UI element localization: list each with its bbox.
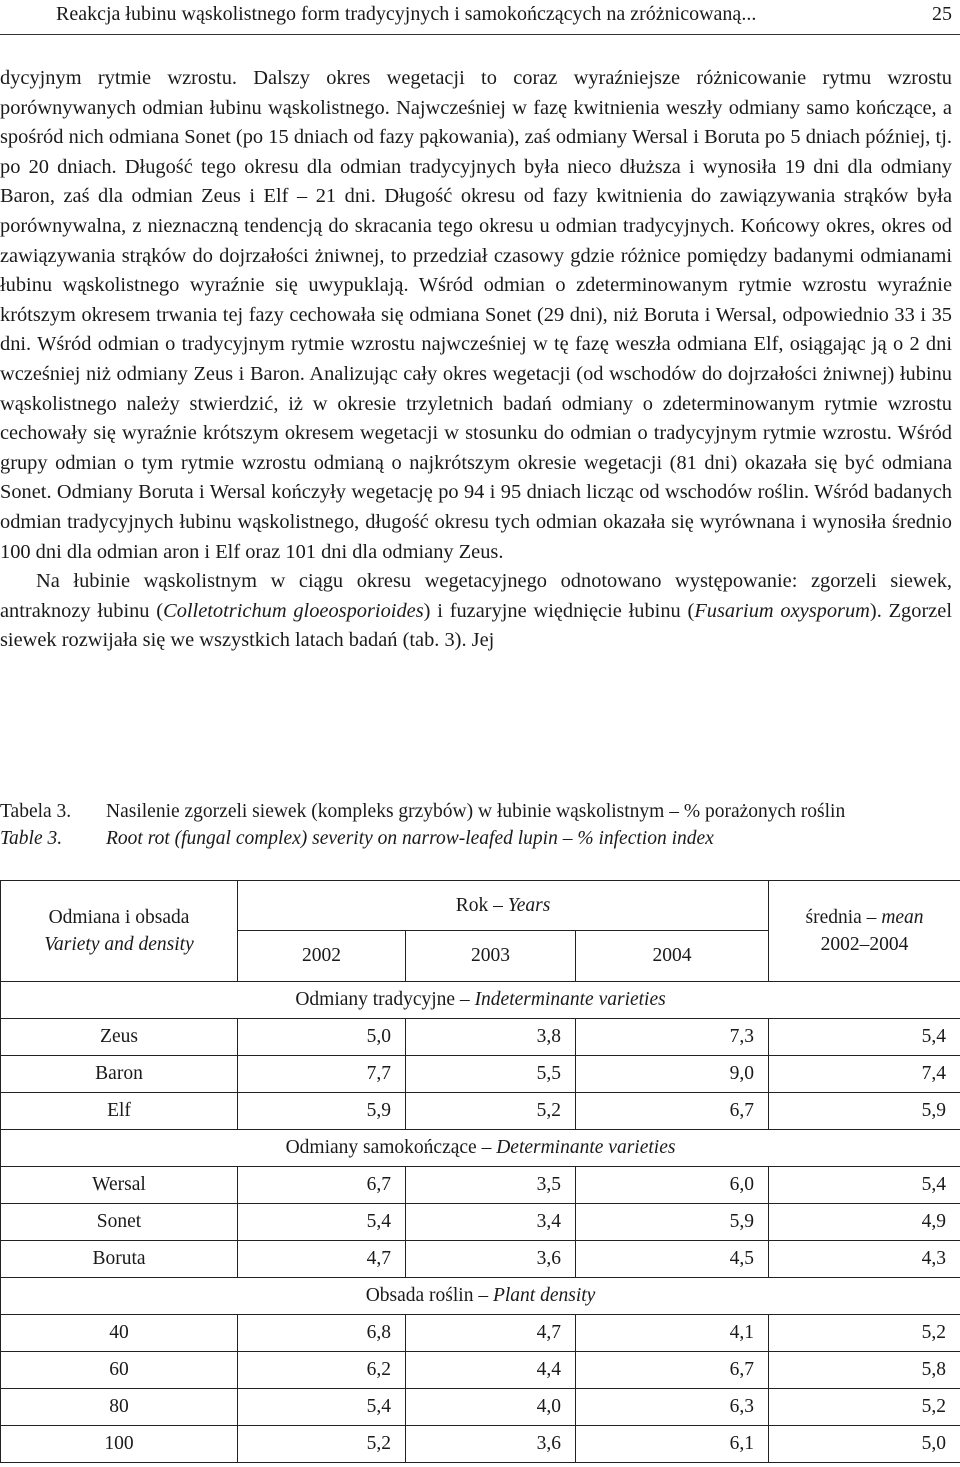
cell-2002: 5,0 (238, 1019, 406, 1056)
paragraph-2-part-c: ). Zgorzel siewek rozwijała się we wszystkich latach badań (tab. 3). Jej (0, 599, 952, 652)
cell-2002: 5,4 (238, 1389, 406, 1426)
header-year-en: Years (507, 894, 551, 916)
results-table (0, 880, 960, 1463)
cell-2002: 7,7 (238, 1056, 406, 1093)
row-label: Zeus (1, 1019, 238, 1056)
cell-2003: 4,7 (406, 1315, 576, 1352)
header-variety-en: Variety and density (44, 934, 194, 955)
caption-row-pl (0, 798, 960, 825)
paragraph-2-part-b: ) i fuzaryjne więdnięcie łubinu ( (423, 599, 695, 622)
cell-2003: 4,4 (406, 1352, 576, 1389)
table-row (1, 1352, 960, 1389)
cell-mean: 7,4 (769, 1056, 960, 1093)
cell-mean: 5,0 (769, 1426, 960, 1463)
running-title: Reakcja łubinu wąskolistnego form tradycyjnych i samokończących na zróżnicowaną... (56, 3, 757, 25)
header-year-2003: 2003 (406, 931, 576, 982)
header-mean-pl: średnia – (805, 907, 882, 928)
row-label: Baron (1, 1056, 238, 1093)
cell-2003: 3,6 (406, 1426, 576, 1463)
cell-2004: 6,3 (576, 1389, 769, 1426)
group-title-pl: Obsada roślin – (365, 1285, 493, 1306)
row-label: Wersal (1, 1167, 238, 1204)
group-title-pl: Odmiany samokończące – (285, 1137, 497, 1158)
cell-2004: 4,5 (576, 1241, 769, 1278)
group-title-en: Indeterminante varieties (474, 989, 666, 1010)
cell-2002: 5,2 (238, 1426, 406, 1463)
table-row (1, 1389, 960, 1426)
cell-2003: 5,2 (406, 1093, 576, 1130)
cell-2002: 5,9 (238, 1093, 406, 1130)
header-year-group (238, 881, 769, 931)
cell-2004: 7,3 (576, 1019, 769, 1056)
caption-label-pl: Tabela 3. (0, 801, 72, 822)
row-label: 60 (1, 1352, 238, 1389)
header-year-pl: Rok – (455, 894, 508, 916)
caption-label-en: Table 3. (0, 828, 63, 849)
paragraph-2-species-1: Colletotrichum gloeosporioides (163, 599, 424, 622)
table-row (1, 1167, 960, 1204)
cell-mean: 5,4 (769, 1019, 960, 1056)
row-label: 100 (1, 1426, 238, 1463)
cell-2002: 4,7 (238, 1241, 406, 1278)
group-title-en: Plant density (492, 1285, 596, 1306)
group-header (1, 1278, 960, 1315)
cell-2002: 6,2 (238, 1352, 406, 1389)
table-row (1, 1019, 960, 1056)
cell-2004: 6,0 (576, 1167, 769, 1204)
paragraph-1: dycyjnym rytmie wzrostu. Dalszy okres wegetacji to coraz wyraźniejsze różnicowanie rytmu wzrostu porównywanych odmian łubinu wąskolistnego. Najwcześniej w fazę kwitnienia weszły odmiany samo kończące, a spośród nich odmiana Sonet (po 15 dniach od fazy pąkowania), zaś odmiany Wersal i Boruta po 5 dniach później, tj. po 20 dniach. Długość tego okresu dla odmian tradycyjnych była nieco dłuższa i wynosiła 19 dni dla odmiany Baron, zaś dla odmian Zeus i Elf – 21 dni. Długość okresu od fazy kwitnienia do zawiązywania strąków była porównywalna, z nieznaczną tendencją do skracania tego okresu u odmian tradycyjnych. Końcowy okres, okres od zawiązywania strąków do dojrzałości żniwnej, to przedział czasowy gdzie różnice pomiędzy badanymi odmianami łubinu wąskolistnego wyraźnie się uwypuklają. Wśród odmian o zdeterminowanym rytmie wzrostu wyraźnie krótszym okresem trwania tej fazy cechowała się odmiana Sonet (29 dni), niż Boruta i Wersal, odpowiednio 33 i 35 dni. Wśród odmian o tradycyjnym rytmie wzrostu najwcześniej w tę fazę weszła odmiana Elf, osiągając ją o 2 dni wcześniej niż odmiany Zeus i Baron. Analizując cały okres wegetacji (od wschodów do dojrzałości żniwnej) łubinu wąskolistnego należy stwierdzić, iż w okresie trzyletnich badań odmiany o zdeterminowanym rytmie wzrostu cechowały się wyraźnie krótszym okresem wegetacji w stosunku do odmian o tradycyjnym rytmie wzrostu. Wśród grupy odmian o tym rytmie wzrostu odmianą o najkrótszym okresie wegetacji (81 dni) okazała się być odmiana Sonet. Odmiany Boruta i Wersal kończyły wegetację po 94 i 95 dniach licząc od wschodów roślin. Wśród badanych odmian tradycyjnych łubinu wąskolistnego, długość okresu tych odmian okazała się wyrównana i wynosiła średnio 100 dni dla odmian aron i Elf oraz 101 dni dla odmiany Zeus. (0, 67, 952, 563)
cell-mean: 5,4 (769, 1167, 960, 1204)
table-caption (0, 798, 960, 852)
cell-mean: 5,2 (769, 1389, 960, 1426)
group-title-pl: Odmiany tradycyjne – (295, 989, 475, 1010)
body-text (0, 64, 952, 656)
row-label: 80 (1, 1389, 238, 1426)
table-container (0, 880, 960, 1463)
header-mean-en: mean (881, 907, 924, 928)
cell-mean: 5,2 (769, 1315, 960, 1352)
table-row (1, 1056, 960, 1093)
header-year-2004: 2004 (576, 931, 769, 982)
cell-mean: 5,9 (769, 1093, 960, 1130)
cell-mean: 5,8 (769, 1352, 960, 1389)
table-row (1, 1093, 960, 1130)
table-row (1, 1241, 960, 1278)
group-title-en: Determinante varieties (496, 1137, 676, 1158)
cell-2003: 3,5 (406, 1167, 576, 1204)
cell-2004: 4,1 (576, 1315, 769, 1352)
row-label: 40 (1, 1315, 238, 1352)
cell-2004: 6,1 (576, 1426, 769, 1463)
caption-text-en: Root rot (fungal complex) severity on narrow-leafed lupin – % infection index (106, 828, 714, 849)
header-mean-range: 2002–2004 (820, 934, 909, 955)
cell-2004: 6,7 (576, 1093, 769, 1130)
row-label: Sonet (1, 1204, 238, 1241)
cell-2002: 6,8 (238, 1315, 406, 1352)
paragraph-2 (0, 567, 952, 656)
cell-2002: 6,7 (238, 1167, 406, 1204)
running-header (0, 0, 960, 35)
cell-2003: 3,8 (406, 1019, 576, 1056)
table-row (1, 1315, 960, 1352)
group-header (1, 982, 960, 1019)
caption-row-en (0, 825, 960, 852)
cell-2003: 3,6 (406, 1241, 576, 1278)
group-header (1, 1130, 960, 1167)
cell-2004: 6,7 (576, 1352, 769, 1389)
header-year-2002: 2002 (238, 931, 406, 982)
cell-2004: 9,0 (576, 1056, 769, 1093)
paragraph-2-part-a: Na łubinie wąskolistnym w ciągu okresu wegetacyjnego odnotowano występowanie: zgorzeli siewek, antraknozy łubinu ( (0, 570, 952, 622)
cell-2003: 5,5 (406, 1056, 576, 1093)
header-mean (769, 881, 960, 982)
caption-text-pl: Nasilenie zgorzeli siewek (kompleks grzybów) w łubinie wąskolistnym – % porażonych roślin (106, 801, 846, 822)
header-variety (1, 881, 238, 982)
page-number: 25 (932, 3, 952, 25)
cell-2003: 4,0 (406, 1389, 576, 1426)
row-label: Boruta (1, 1241, 238, 1278)
cell-2004: 5,9 (576, 1204, 769, 1241)
header-variety-pl: Odmiana i obsada (48, 907, 190, 928)
table-row (1, 1426, 960, 1463)
cell-mean: 4,9 (769, 1204, 960, 1241)
cell-mean: 4,3 (769, 1241, 960, 1278)
row-label: Elf (1, 1093, 238, 1130)
paragraph-2-species-2: Fusarium oxysporum (694, 599, 870, 622)
cell-2002: 5,4 (238, 1204, 406, 1241)
table-row (1, 1204, 960, 1241)
cell-2003: 3,4 (406, 1204, 576, 1241)
